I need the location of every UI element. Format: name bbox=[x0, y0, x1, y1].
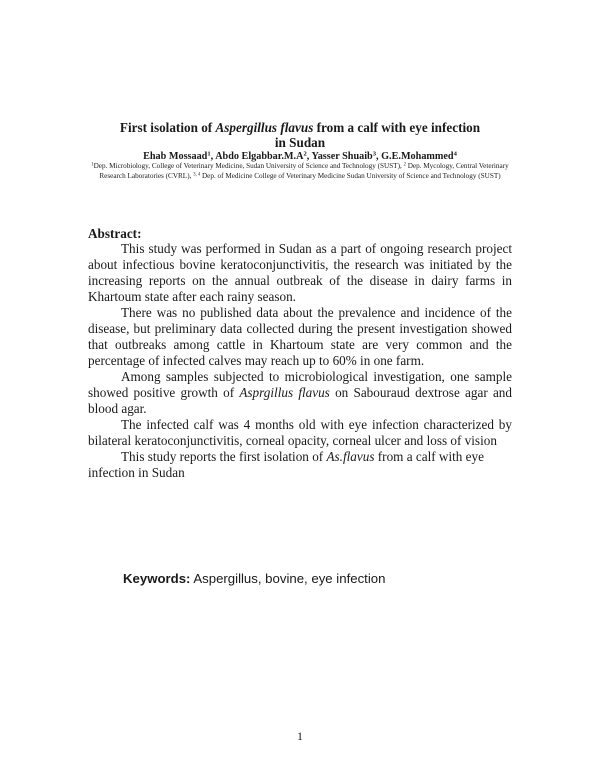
affiliation-marker: 1 bbox=[91, 162, 94, 168]
abstract-text: on Sabouraud dextrose agar and blood agar. bbox=[88, 385, 512, 416]
abstract-text: Among samples subjected to microbiological investigation, one sample showed positive growth of bbox=[88, 369, 512, 400]
keywords bbox=[123, 571, 385, 586]
title-species-name: Aspergillus flavus bbox=[215, 120, 314, 135]
keywords-text: Aspergillus, bovine, eye infection bbox=[190, 571, 386, 586]
abstract-paragraph bbox=[88, 369, 512, 417]
affiliation-marker: 3, 4 bbox=[193, 172, 201, 178]
author-separator: , bbox=[376, 151, 382, 162]
author-separator: , bbox=[210, 151, 216, 162]
affiliations bbox=[88, 162, 512, 182]
abstract-heading: Abstract: bbox=[88, 226, 142, 241]
author-name: Abdo Elgabbar.M.A bbox=[215, 151, 304, 162]
keywords-label: Keywords: bbox=[123, 571, 191, 586]
paper-title bbox=[90, 120, 510, 150]
affiliation-text: Dep. of Medicine College of Veterinary Medicine Sudan University of Science and Technology (SUST) bbox=[200, 171, 501, 180]
author-separator: , bbox=[306, 151, 312, 162]
abstract-paragraph bbox=[88, 449, 512, 481]
abstract-paragraph: This study was performed in Sudan as a part of ongoing research project about infectious bovine keratoconjunctivitis, the research was initiated by the increasing reports on the annual outbreak of the disease in dairy farms in Khartoum state after each rainy season. bbox=[88, 241, 512, 304]
abstract-species-name: As.flavus bbox=[326, 449, 375, 464]
author-name: Yasser Shuaib bbox=[311, 151, 373, 162]
author-affiliation-marker: 4 bbox=[453, 150, 457, 158]
abstract-text: This study reports the first isolation of bbox=[121, 449, 327, 464]
author-affiliation-marker: 1 bbox=[207, 150, 211, 158]
author-name: Ehab Mossaad bbox=[143, 151, 208, 162]
abstract-body bbox=[88, 241, 512, 481]
author-name: G.E.Mohammed bbox=[381, 151, 454, 162]
page-number: 1 bbox=[297, 729, 303, 743]
abstract-text: from a calf with eye infection in Sudan bbox=[88, 449, 484, 480]
affiliation-text: Dep. Mycology, Central Veterinary Research Laboratories (CVRL), bbox=[99, 162, 509, 180]
affiliation-text: Dep. Microbiology, College of Veterinary Medicine, Sudan University of Science and Technology (SUST), bbox=[93, 162, 404, 170]
author-affiliation-marker: 2 bbox=[303, 150, 307, 158]
abstract-species-name: Asprgillus flavus bbox=[239, 385, 330, 400]
title-text-part2: from a calf with eye infection bbox=[313, 120, 481, 135]
author-affiliation-marker: 3 bbox=[372, 150, 377, 158]
abstract-paragraph: There was no published data about the prevalence and incidence of the disease, but preliminary data collected during the present investigation showed that outbreaks among cattle in Khartoum state are very common and the percentage of infected calves may reach up to 60% in one farm. bbox=[88, 305, 512, 368]
title-text-line2: in Sudan bbox=[274, 135, 326, 150]
abstract-paragraph: The infected calf was 4 months old with eye infection characterized by bilateral keratoconjunctivitis, corneal opacity, corneal ulcer and loss of vision bbox=[88, 417, 512, 448]
affiliation-marker: 2 bbox=[403, 162, 406, 168]
title-text-part1: First isolation of bbox=[119, 120, 216, 135]
